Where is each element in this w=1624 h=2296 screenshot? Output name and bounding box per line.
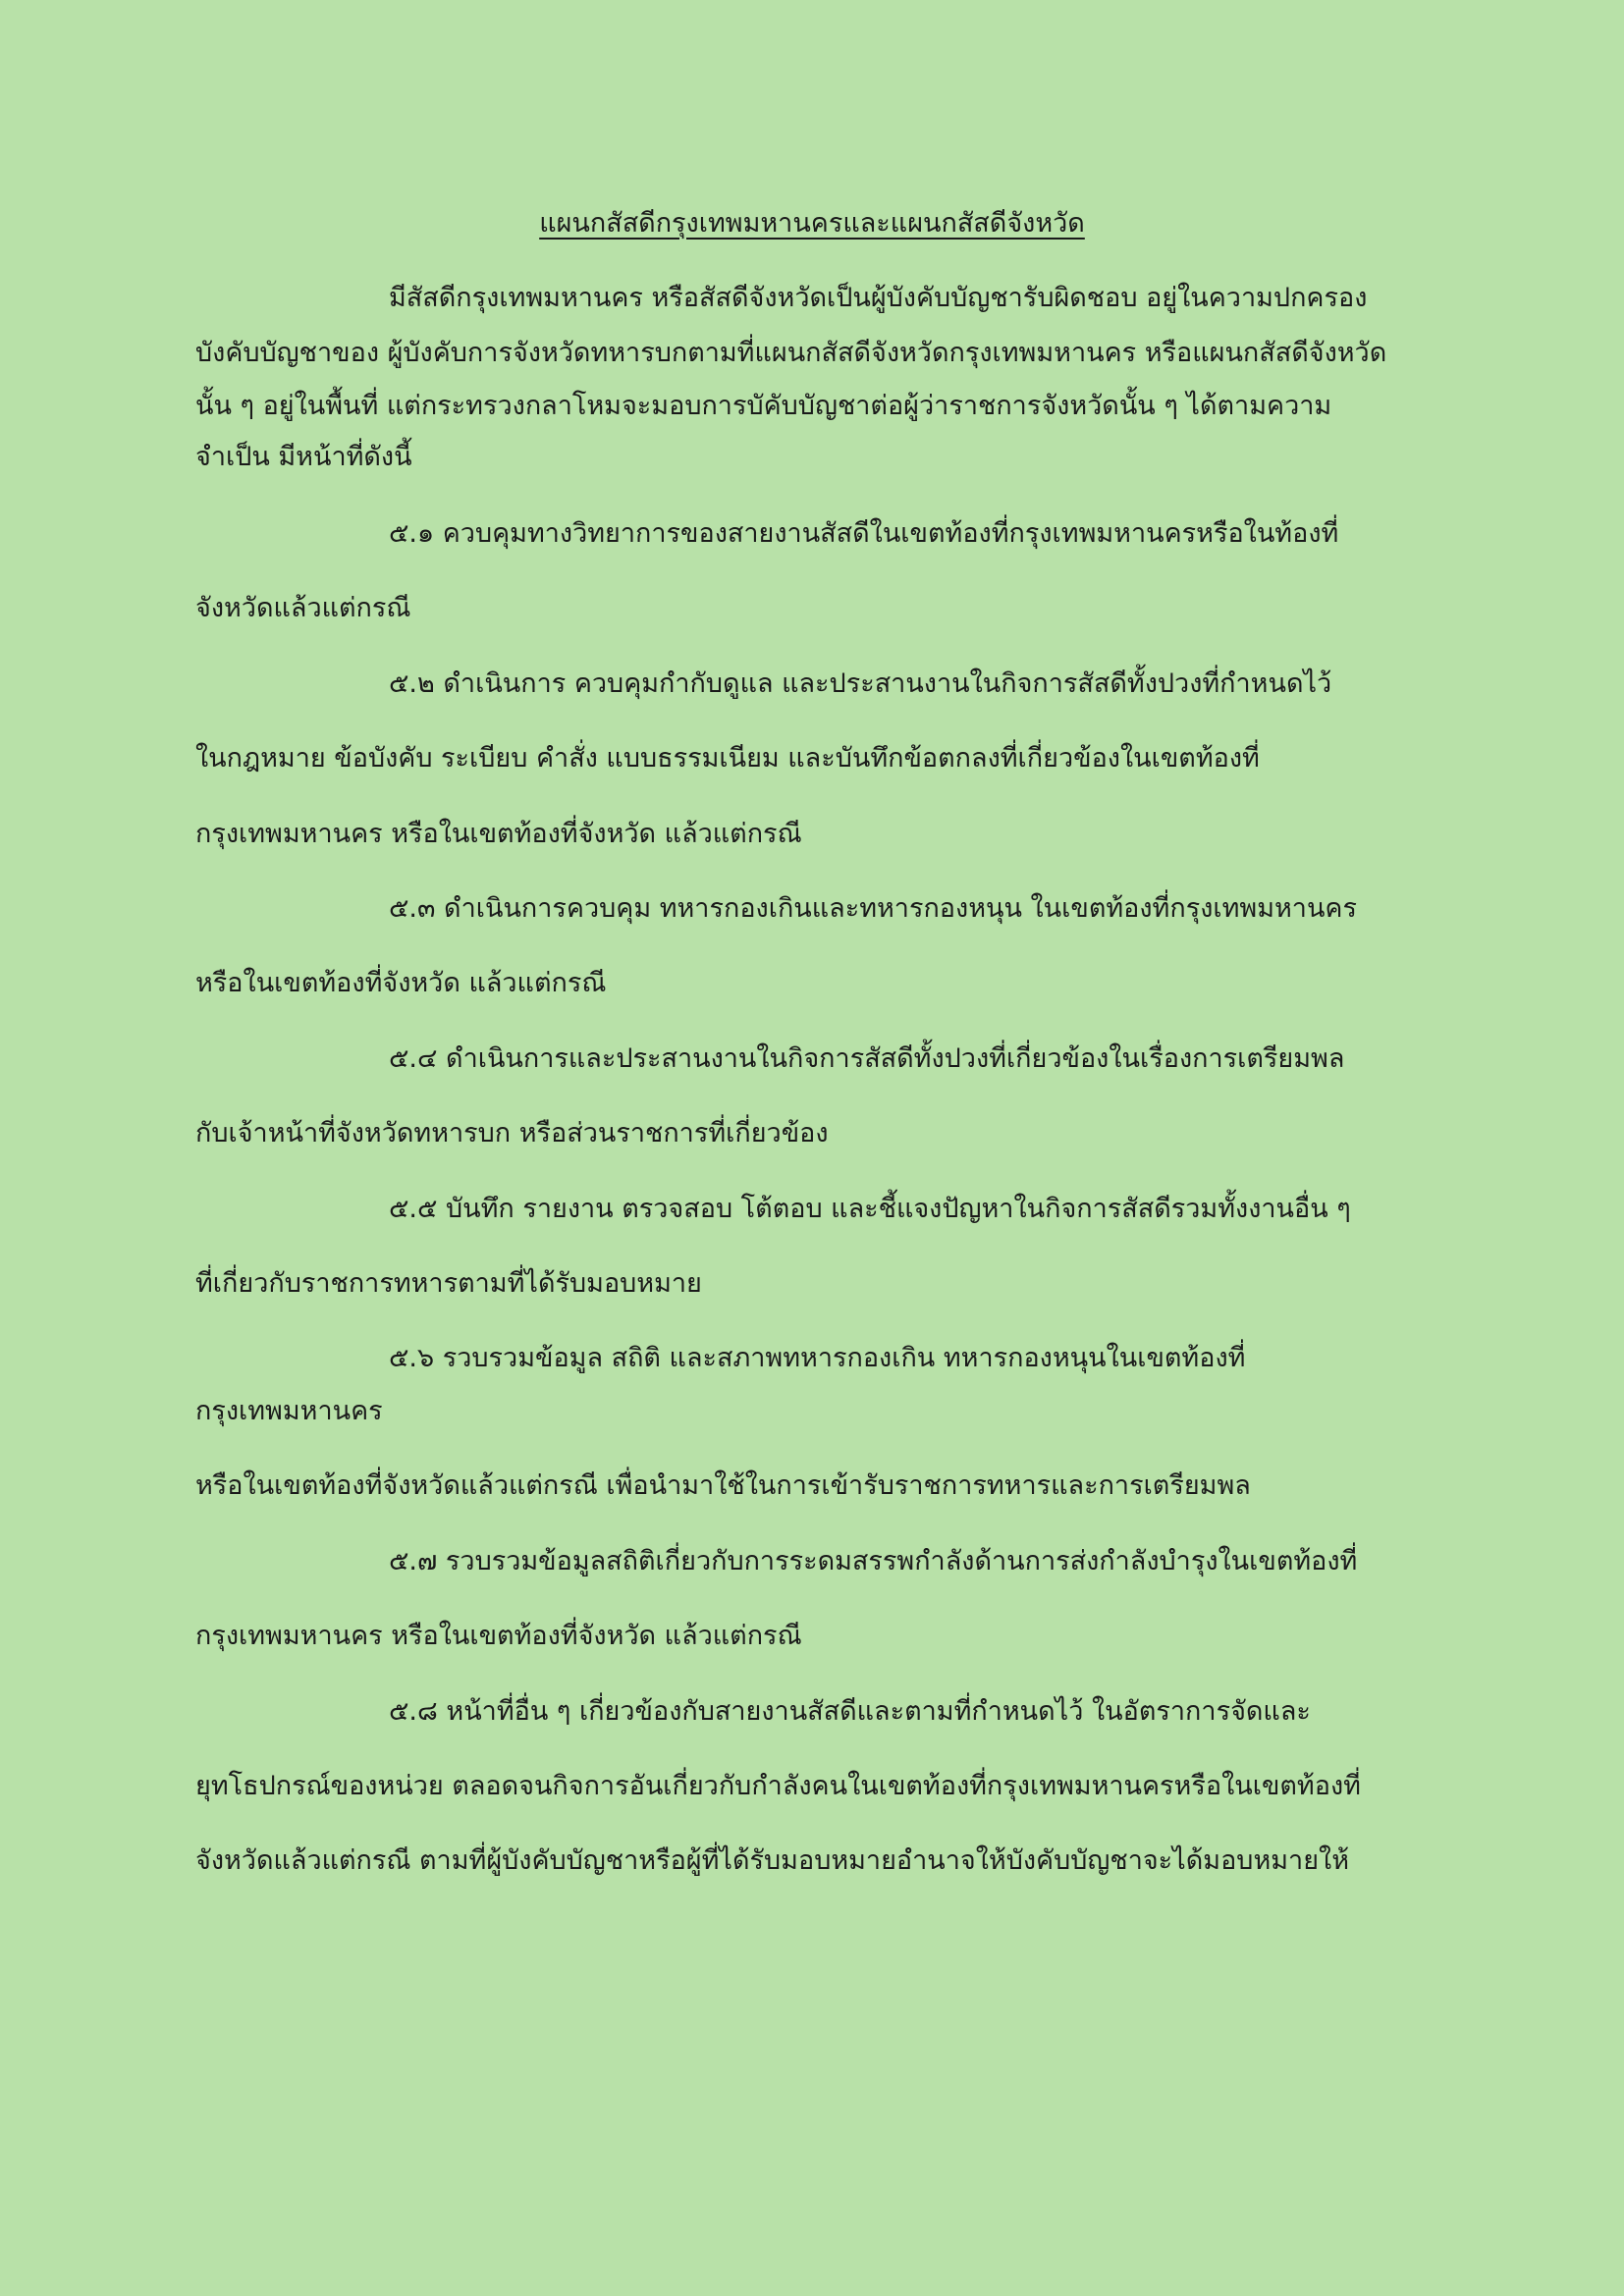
intro-line-4: จำเป็น มีหน้าที่ดังนี้ — [195, 442, 412, 472]
item-5-7-line-1: ๕.๗ รวบรวมข้อมูลสถิติเกี่ยวกับการระดมสรรพกำลังด้านการส่งกำลังบำรุงในเขตท้องที่ — [389, 1546, 1358, 1576]
item-5-3-line-2: หรือในเขตท้องที่จังหวัด แล้วแต่กรณี — [195, 968, 607, 998]
item-5-4-line-2: กับเจ้าหน้าที่จังหวัดทหารบก หรือส่วนราชการที่เกี่ยวข้อง — [195, 1118, 829, 1148]
item-5-3-line-1: ๕.๓ ดำเนินการควบคุม ทหารกองเกินและทหารกองหนุน ในเขตท้องที่กรุงเทพมหานคร — [389, 893, 1357, 924]
item-5-7-line-2: กรุงเทพมหานคร หรือในเขตท้องที่จังหวัด แล้วแต่กรณี — [195, 1621, 802, 1651]
item-5-5-line-2: ที่เกี่ยวกับราชการทหารตามที่ได้รับมอบหมาย — [195, 1268, 702, 1299]
item-5-6-line-2: กรุงเทพมหานคร — [195, 1396, 383, 1426]
item-5-8-line-3: จังหวัดแล้วแต่กรณี ตามที่ผู้บังคับบัญชาหรือผู้ที่ได้รับมอบหมายอำนาจให้บังคับบัญชาจะได้มอบหมายให้ — [195, 1845, 1350, 1876]
item-5-2-line-3: กรุงเทพมหานคร หรือในเขตท้องที่จังหวัด แล้วแต่กรณี — [195, 819, 802, 849]
item-5-4-line-1: ๕.๔ ดำเนินการและประสานงานในกิจการสัสดีทั้งปวงที่เกี่ยวข้องในเรื่องการเตรียมพล — [389, 1043, 1345, 1074]
item-5-8-line-2: ยุทโธปกรณ์ของหน่วย ตลอดจนกิจการอันเกี่ยวกับกำลังคนในเขตท้องที่กรุงเทพมหานครหรือในเขตท้องที่ — [195, 1771, 1361, 1801]
item-5-5-line-1: ๕.๕ บันทึก รายงาน ตรวจสอบ โต้ตอบ และชี้แจงปัญหาในกิจการสัสดีรวมทั้งงานอื่น ๆ — [389, 1194, 1351, 1224]
intro-line-2: บังคับบัญชาของ ผู้บังคับการจังหวัดทหารบกตามที่แผนกสัสดีจังหวัดกรุงเทพมหานคร หรือแผนกสัสดีจังหวัด — [195, 338, 1387, 368]
item-5-6-line-1: ๕.๖ รวบรวมข้อมูล สถิติ และสภาพทหารกองเกิน ทหารกองหนุนในเขตท้องที่ — [389, 1343, 1246, 1373]
item-5-1-line-2: จังหวัดแล้วแต่กรณี — [195, 593, 411, 623]
item-5-1-line-1: ๕.๑ ควบคุมทางวิทยาการของสายงานสัสดีในเขตท้องที่กรุงเทพมหานครหรือในท้องที่ — [389, 518, 1339, 549]
item-5-6-line-3: หรือในเขตท้องที่จังหวัดแล้วแต่กรณี เพื่อนำมาใช้ในการเข้ารับราชการทหารและการเตรียมพล — [195, 1470, 1251, 1501]
item-5-2-line-1: ๕.๒ ดำเนินการ ควบคุมกำกับดูแล และประสานงานในกิจการสัสดีทั้งปวงที่กำหนดไว้ — [389, 668, 1332, 699]
item-5-8-line-1: ๕.๘ หน้าที่อื่น ๆ เกี่ยวข้องกับสายงานสัสดีและตามที่กำหนดไว้ ในอัตราการจัดและ — [389, 1696, 1311, 1727]
intro-line-3: นั้น ๆ อยู่ในพื้นที่ แต่กระทรวงกลาโหมจะมอบการบัคับบัญชาต่อผู้ว่าราชการจังหวัดนั้น ๆ ได้ตามความ — [195, 391, 1332, 421]
intro-line-1: มีสัสดีกรุงเทพมหานคร หรือสัสดีจังหวัดเป็นผู้บังคับบัญชารับผิดชอบ อยู่ในความปกครอง — [389, 283, 1368, 313]
document-title: แผนกสัสดีกรุงเทพมหานครและแผนกสัสดีจังหวัด — [539, 208, 1085, 239]
item-5-2-line-2: ในกฎหมาย ข้อบังคับ ระเบียบ คำสั่ง แบบธรรมเนียม และบันทึกข้อตกลงที่เกี่ยวข้องในเขตท้องที่ — [195, 743, 1260, 774]
